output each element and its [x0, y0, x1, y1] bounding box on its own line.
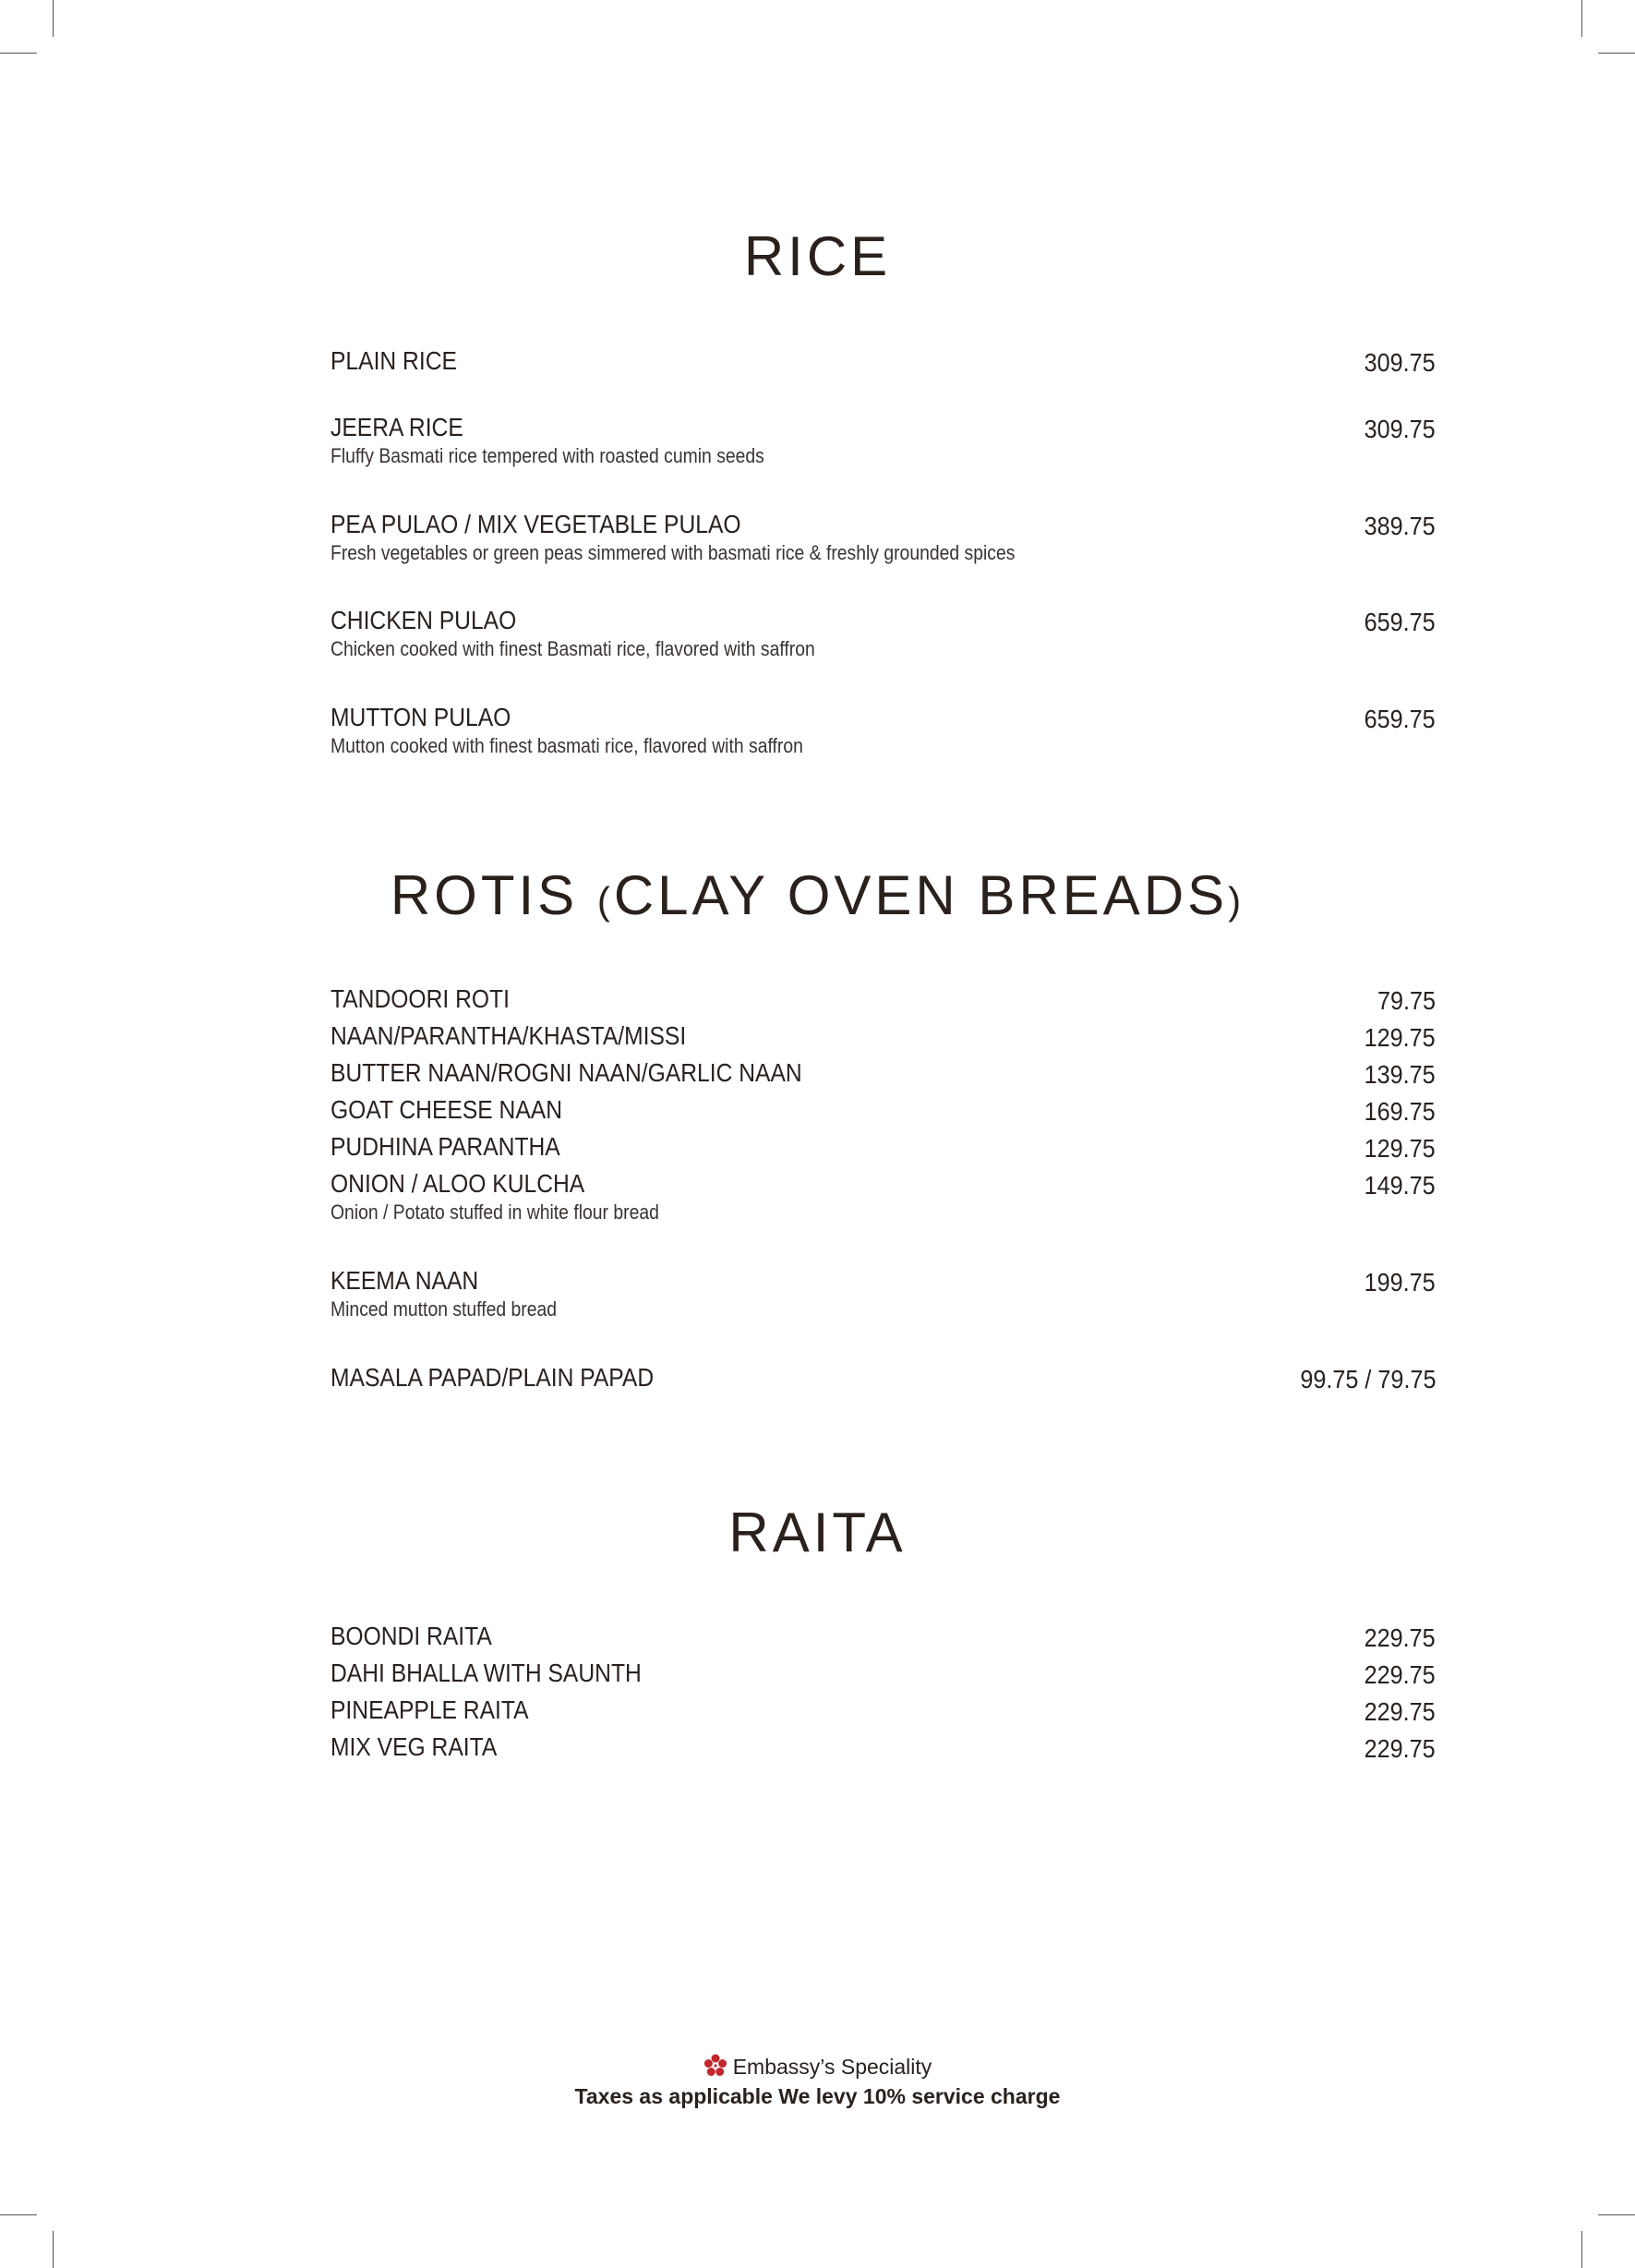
flower-icon: [703, 2054, 727, 2078]
title-open-paren: (: [596, 879, 614, 923]
item-name: MASALA PAPAD/PLAIN PAPAD: [331, 1363, 655, 1392]
item-price: 129.75: [1364, 1134, 1436, 1163]
menu-item: [331, 1057, 1436, 1089]
item-price: 149.75: [1364, 1171, 1436, 1200]
crop-mark: [0, 2214, 37, 2215]
menu-item: [331, 1168, 1436, 1225]
item-price: 389.75: [1364, 512, 1436, 540]
item-price: 229.75: [1364, 1734, 1436, 1763]
item-name: PLAIN RICE: [331, 346, 457, 375]
speciality-note: [0, 2052, 1635, 2081]
menu-item: [331, 345, 1436, 377]
item-name: ONION / ALOO KULCHA: [331, 1169, 585, 1198]
menu-item: [331, 1094, 1436, 1126]
title-close-paren: ): [1228, 879, 1245, 923]
crop-mark: [1598, 53, 1635, 54]
item-name: JEERA RICE: [331, 413, 463, 441]
rotis-section-title: [0, 859, 1635, 938]
item-name: MIX VEG RAITA: [331, 1732, 498, 1761]
menu-item: [331, 509, 1436, 566]
item-price: 129.75: [1364, 1023, 1436, 1052]
item-price: 229.75: [1364, 1697, 1436, 1726]
menu-item: [331, 983, 1436, 1015]
crop-mark: [53, 2231, 54, 2268]
rice-section-title: RICE: [743, 225, 892, 287]
item-price: 99.75 / 79.75: [1299, 1365, 1436, 1393]
crop-mark: [53, 0, 54, 37]
title-inner: CLAY OVEN BREADS: [613, 864, 1229, 926]
item-name: TANDOORI ROTI: [331, 984, 510, 1013]
item-description: Fresh vegetables or green peas simmered with basmati rice & freshly grounded spices: [331, 541, 1016, 564]
menu-item: [331, 1020, 1436, 1052]
item-price: 309.75: [1364, 415, 1436, 443]
speciality-label: Embassy’s Speciality: [732, 2055, 932, 2079]
menu-item: [331, 1131, 1436, 1163]
menu-item: [331, 412, 1436, 469]
footer: [0, 2052, 1635, 2111]
menu-item: [331, 605, 1436, 662]
item-price: 139.75: [1364, 1060, 1436, 1089]
menu-item: [331, 702, 1436, 759]
title-main: ROTIS: [390, 864, 597, 926]
item-price: 659.75: [1364, 705, 1436, 733]
item-name: PINEAPPLE RAITA: [331, 1695, 529, 1724]
item-description: Onion / Potato stuffed in white flour bread: [331, 1200, 659, 1224]
menu-item: [331, 1265, 1436, 1322]
item-name: BUTTER NAAN/ROGNI NAAN/GARLIC NAAN: [331, 1058, 802, 1087]
item-price: 79.75: [1377, 986, 1436, 1015]
item-price: 229.75: [1364, 1623, 1436, 1652]
item-description: Fluffy Basmati rice tempered with roasted cumin seeds: [331, 444, 764, 467]
item-description: Chicken cooked with finest Basmati rice, flavored with saffron: [331, 637, 815, 660]
item-price: 309.75: [1364, 348, 1436, 377]
item-description: Mutton cooked with finest basmati rice, flavored with saffron: [331, 734, 803, 757]
item-name: GOAT CHEESE NAAN: [331, 1095, 563, 1124]
crop-mark: [1581, 2231, 1582, 2268]
item-price: 169.75: [1364, 1097, 1436, 1126]
menu-item: [331, 1362, 1436, 1393]
item-name: PEA PULAO / MIX VEGETABLE PULAO: [331, 510, 741, 538]
menu-item: [331, 1695, 1436, 1726]
item-name: PUDHINA PARANTHA: [331, 1132, 560, 1161]
menu-item: [331, 1658, 1436, 1689]
tax-note: Taxes as applicable We levy 10% service charge: [574, 2084, 1061, 2108]
item-price: 199.75: [1364, 1268, 1436, 1297]
raita-section-title: RAITA: [728, 1502, 907, 1563]
item-name: KEEMA NAAN: [331, 1266, 479, 1295]
item-name: NAAN/PARANTHA/KHASTA/MISSI: [331, 1021, 687, 1050]
crop-mark: [1598, 2214, 1635, 2215]
item-price: 229.75: [1364, 1660, 1436, 1689]
item-name: DAHI BHALLA WITH SAUNTH: [331, 1659, 642, 1687]
crop-mark: [0, 53, 37, 54]
item-name: BOONDI RAITA: [331, 1622, 492, 1650]
item-name: CHICKEN PULAO: [331, 606, 517, 634]
item-name: MUTTON PULAO: [331, 703, 511, 731]
item-description: Minced mutton stuffed bread: [331, 1297, 558, 1321]
item-price: 659.75: [1364, 608, 1436, 636]
menu-item: [331, 1731, 1436, 1763]
menu-item: [331, 1621, 1436, 1652]
crop-mark: [1581, 0, 1582, 37]
